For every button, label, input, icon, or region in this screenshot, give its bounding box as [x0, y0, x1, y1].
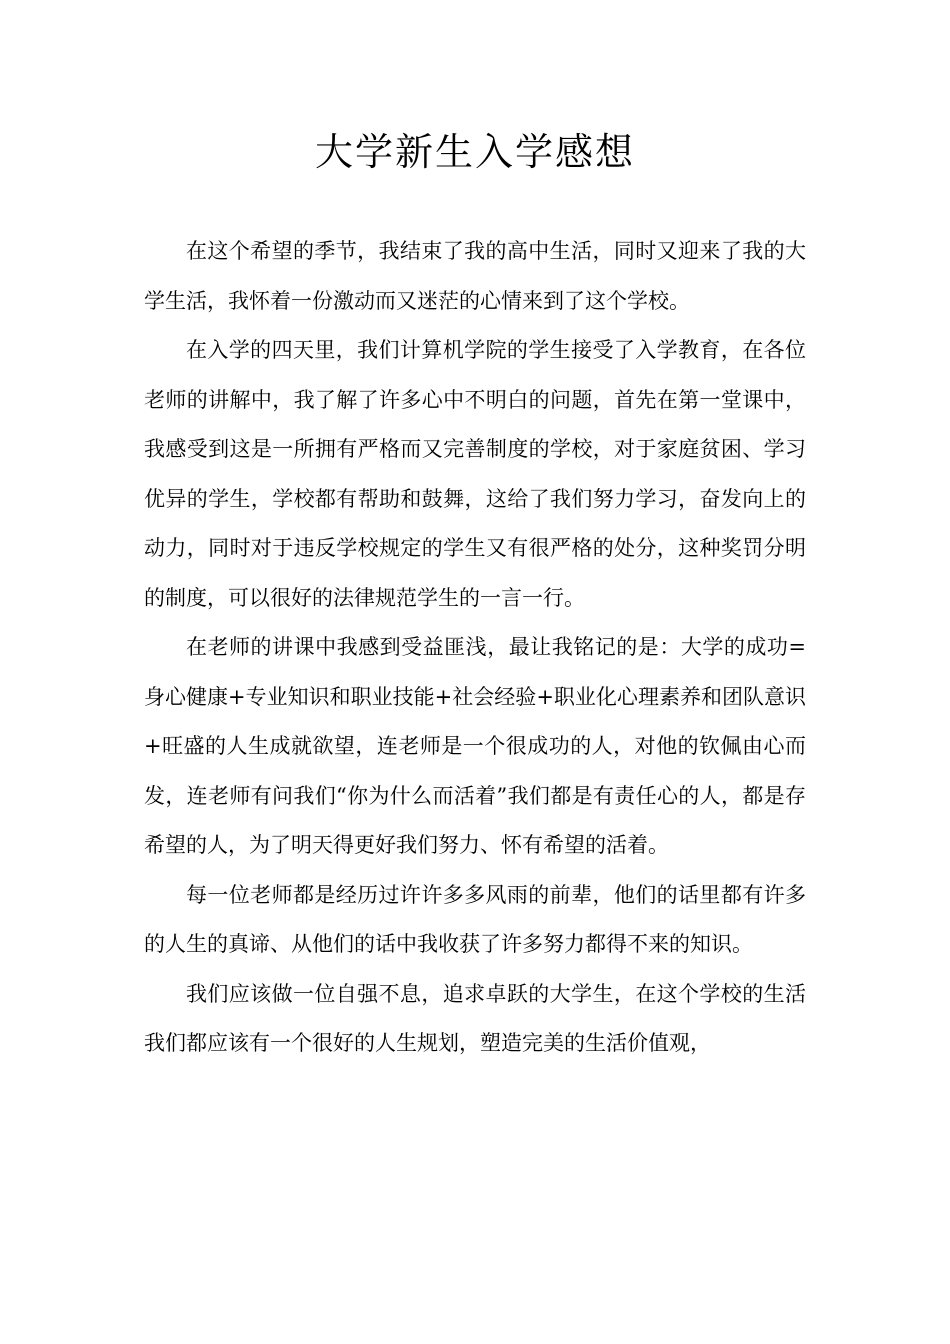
- paragraph-4: 每一位老师都是经历过许许多多风雨的前辈，他们的话里都有许多的人生的真谛、从他们的话中我收获了许多努力都得不来的知识。: [144, 882, 806, 956]
- paragraph-1: 在这个希望的季节，我结束了我的高中生活，同时又迎来了我的大学生活，我怀着一份激动而又迷茫的心情来到了这个学校。: [144, 239, 806, 313]
- paragraph-5: 我们应该做一位自强不息，追求卓跃的大学生，在这个学校的生活我们都应该有一个很好的人生规划，塑造完美的生活价值观，: [144, 981, 806, 1055]
- document-title: 大学新生入学感想: [314, 130, 635, 174]
- paragraph-2: 在入学的四天里，我们计算机学院的学生接受了入学教育，在各位老师的讲解中，我了解了许多心中不明白的问题，首先在第一堂课中，我感受到这是一所拥有严格而又完善制度的学校，对于家庭贫困、学习优异的学生，学校都有帮助和鼓舞，这给了我们努力学习，奋发向上的动力，同时对于违反学校规定的学生又有很严格的处分，这种奖罚分明的制度，可以很好的法律规范学生的一言一行。: [144, 338, 806, 610]
- paragraph-3: 在老师的讲课中我感到受益匪浅，最让我铭记的是：大学的成功=身心健康+专业知识和职业技能+社会经验+职业化心理素养和团队意识+旺盛的人生成就欲望，连老师是一个很成功的人，对他的钦佩由心而发，连老师有问我们“你为什么而活着”我们都是有责任心的人，都是存希望的人，为了明天得更好我们努力、怀有希望的活着。: [144, 635, 806, 857]
- document-body: [144, 227, 806, 1069]
